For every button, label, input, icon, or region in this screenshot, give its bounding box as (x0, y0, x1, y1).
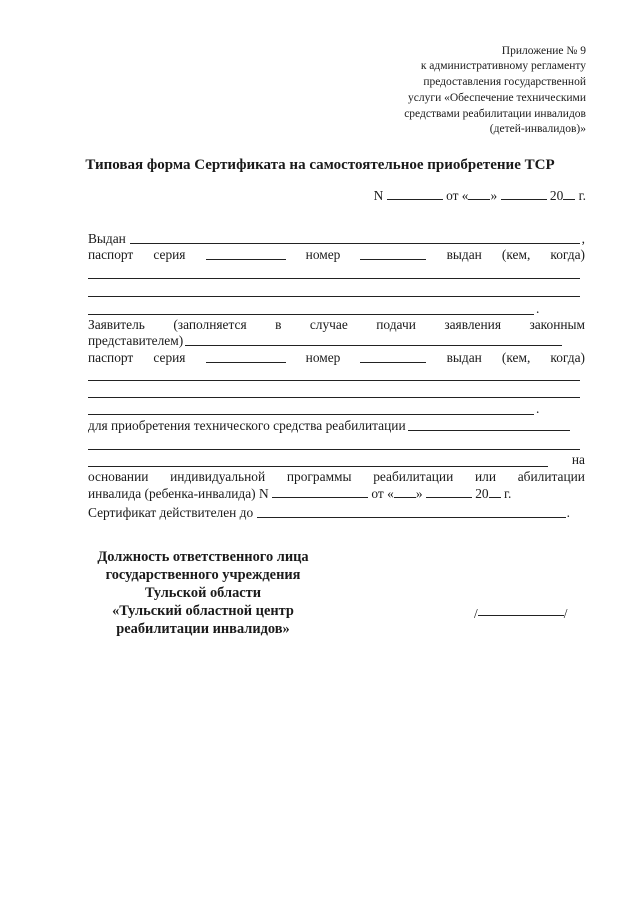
purpose-label: для приобретения технического средства реабилитации (88, 418, 406, 433)
by-whom-label: (кем, (501, 350, 531, 365)
basis-word: абилитации (517, 469, 585, 484)
basis-word: основании (88, 469, 149, 484)
day-blank[interactable] (468, 198, 490, 200)
passport-number-blank[interactable] (360, 258, 426, 260)
signature-slash-left: / (474, 606, 478, 621)
appendix-line-5: средствами реабилитации инвалидов (404, 108, 586, 120)
date-from-label: от « (446, 188, 469, 203)
passport-row-2 (88, 350, 585, 366)
appendix-line-6: (детей-инвалидов)» (489, 123, 586, 135)
signature-slash-right: / (563, 606, 568, 621)
when-label: когда) (550, 350, 585, 365)
applicant-row (88, 317, 585, 333)
applicant-word: (заполняется (173, 317, 247, 332)
series-blank[interactable] (206, 258, 286, 260)
passport-issuer-line-3[interactable] (88, 314, 534, 315)
ipra-year-prefix: 20 (475, 486, 489, 501)
passport2-issuer-line-2[interactable] (88, 397, 580, 398)
tsr-line-2[interactable] (88, 449, 580, 450)
applicant-word: в (275, 317, 282, 332)
series-label: серия (153, 350, 186, 365)
month-blank[interactable] (501, 198, 547, 200)
year-prefix: 20 (549, 188, 564, 203)
representative-row (88, 333, 562, 349)
validity-dot: . (566, 505, 570, 520)
ipra-year-blank[interactable] (489, 496, 501, 498)
ipra-date-label: от « (371, 486, 394, 501)
ipra-row (88, 486, 585, 502)
line-end-dot-2: . (536, 401, 540, 416)
appendix-line-1: Приложение № 9 (501, 45, 586, 57)
issued-to-blank[interactable] (130, 242, 580, 244)
official-position-line-2: государственного учреждения (105, 567, 301, 583)
basis-word: реабилитации (373, 469, 454, 484)
ipra-quote-close: » (415, 486, 423, 501)
purpose-row (88, 418, 570, 434)
ipra-month-blank[interactable] (426, 496, 472, 498)
issued-by-label: выдан (446, 247, 482, 262)
passport-label: паспорт (88, 350, 134, 365)
year-blank[interactable] (563, 198, 575, 200)
issued-label: Выдан (88, 231, 126, 246)
applicant-label: Заявитель (88, 317, 145, 332)
certificate-number-line (374, 188, 586, 204)
issued-comma: , (581, 231, 585, 246)
series-label: серия (153, 247, 186, 262)
passport2-issuer-line-1[interactable] (88, 380, 580, 381)
basis-row (88, 469, 585, 485)
when-label: когда) (550, 247, 585, 262)
series-blank-2[interactable] (206, 361, 286, 363)
passport-row-1 (88, 247, 585, 263)
number-label-3: номер (305, 350, 341, 365)
representative-label: представителем) (88, 333, 184, 348)
passport-number-blank-2[interactable] (360, 361, 426, 363)
passport-issuer-line-2[interactable] (88, 296, 580, 297)
form-title: Типовая форма Сертификата на самостоятельное приобретение ТСР (85, 157, 555, 173)
passport2-issuer-line-3[interactable] (88, 414, 534, 415)
year-suffix: г. (578, 188, 586, 203)
official-position-line-4: «Тульский областной центр (112, 603, 294, 619)
validity-date-blank[interactable] (257, 516, 565, 518)
basis-word: или (474, 469, 496, 484)
applicant-word: законным (529, 317, 585, 332)
on-label: на (571, 452, 585, 467)
applicant-word: подачи (376, 317, 416, 332)
applicant-word: заявления (444, 317, 501, 332)
validity-row (88, 505, 570, 521)
validity-label: Сертификат действителен до (88, 505, 254, 520)
tsr-blank[interactable] (408, 429, 570, 431)
date-quote-close: » (490, 188, 498, 203)
appendix-line-3: предоставления государственной (423, 76, 586, 88)
appendix-line-4: услуги «Обеспечение техническими (408, 92, 586, 104)
passport-label: паспорт (88, 247, 134, 262)
number-blank[interactable] (387, 198, 443, 200)
ipra-number-blank[interactable] (272, 496, 368, 498)
ipra-year-suffix: г. (503, 486, 512, 501)
official-position-line-1: Должность ответственного лица (97, 549, 309, 565)
official-position-line-3: Тульской области (144, 585, 262, 601)
signature-field (474, 606, 567, 622)
ipra-label: инвалида (ребенка-инвалида) N (88, 486, 269, 501)
basis-word: индивидуальной (170, 469, 266, 484)
passport-issuer-line-1[interactable] (88, 278, 580, 279)
line-end-dot: . (536, 301, 540, 316)
representative-blank[interactable] (185, 344, 562, 346)
official-position-line-5: реабилитации инвалидов» (116, 621, 290, 637)
tsr-line-3[interactable] (88, 466, 548, 467)
by-whom-label: (кем, (501, 247, 531, 262)
issued-row (88, 231, 585, 247)
ipra-day-blank[interactable] (394, 496, 416, 498)
issued-by-label: выдан (446, 350, 482, 365)
appendix-line-2: к административному регламенту (420, 60, 586, 72)
number-label: N (373, 188, 384, 203)
basis-word: программы (286, 469, 352, 484)
number-label-2: номер (305, 247, 341, 262)
applicant-word: случае (309, 317, 348, 332)
signature-blank[interactable] (478, 614, 564, 616)
